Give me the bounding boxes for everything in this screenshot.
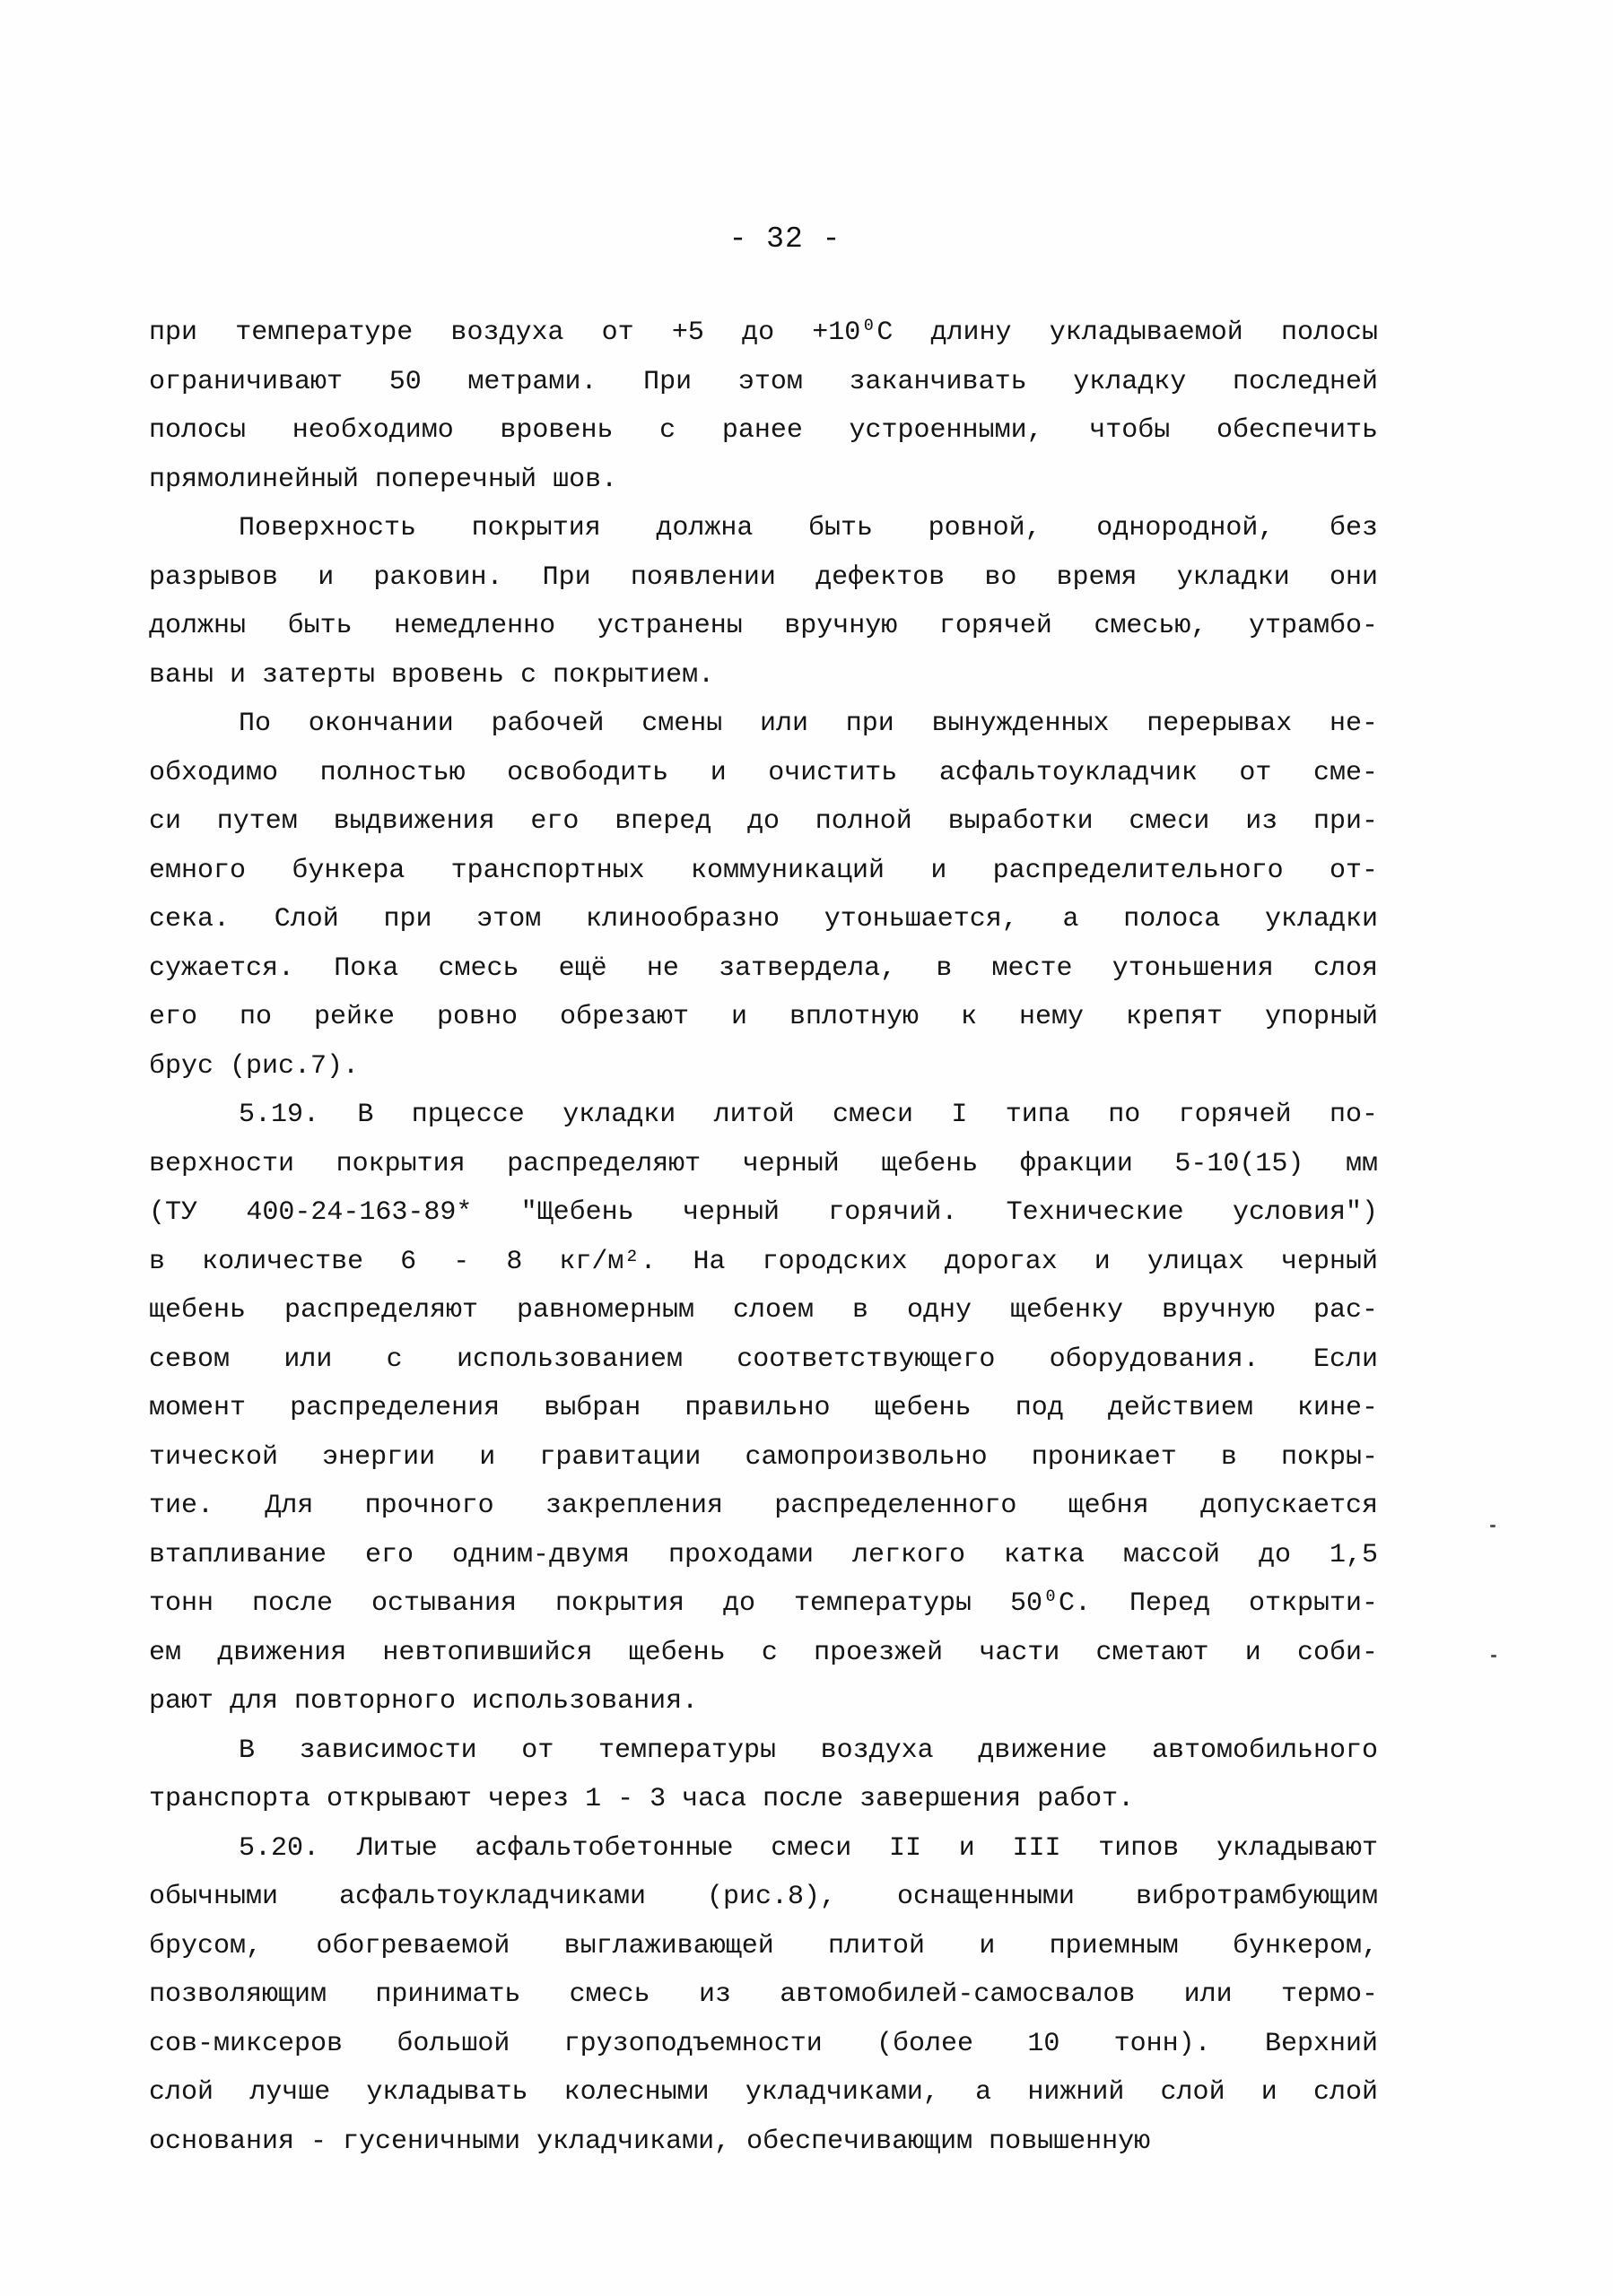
text-line: прямолинейный поперечный шов. <box>149 464 618 495</box>
text-line: (ТУ 400-24-163-89* "Щебень черный горячий. Технические условия") <box>149 1197 1378 1228</box>
paragraph <box>149 504 1378 700</box>
body-text <box>149 309 1378 2166</box>
paragraph <box>149 1726 1378 1824</box>
text-line: позволяющим принимать смесь из автомобилей-самосвалов или термо- <box>149 1979 1378 2010</box>
text-line: емного бункера транспортных коммуникаций и распределительного от- <box>149 855 1378 886</box>
paragraph <box>149 700 1378 1091</box>
paragraph <box>149 1824 1378 2167</box>
text-line: слой лучше укладывать колесными укладчиками, а нижний слой и слой <box>149 2077 1378 2108</box>
text-line: сов-миксеров большой грузоподъемности (более 10 тонн). Верхний <box>149 2028 1378 2059</box>
text-line: ваны и затерты вровень с покрытием. <box>149 659 715 691</box>
text-line: полосы необходимо вровень с ранее устроенными, чтобы обеспечить <box>149 415 1378 446</box>
text-line: 5.20. Литые асфальтобетонные смеси II и III типов укладывают <box>239 1832 1378 1864</box>
text-line: при температуре воздуха от +5 до +10⁰С длину укладываемой полосы <box>149 317 1378 348</box>
paragraph <box>149 309 1378 504</box>
text-line: основания - гусеничными укладчиками, обеспечивающим повышенную <box>149 2126 1151 2157</box>
text-line: тонн после остывания покрытия до температуры 50⁰С. Перед открыти- <box>149 1588 1378 1619</box>
text-line: си путем выдвижения его вперед до полной выработки смеси из при- <box>149 806 1378 837</box>
text-line: рают для повторного использования. <box>149 1686 699 1717</box>
text-line: щебень распределяют равномерным слоем в одну щебенку вручную рас- <box>149 1295 1378 1326</box>
text-line: верхности покрытия распределяют черный щебень фракции 5-10(15) мм <box>149 1148 1378 1179</box>
text-line: обходимо полностью освободить и очистить асфальтоукладчик от сме- <box>149 757 1378 788</box>
text-line: ем движения невтопившийся щебень с проезжей части сметают и соби- <box>149 1637 1378 1668</box>
scan-speck <box>1490 1525 1495 1527</box>
paragraph <box>149 1091 1378 1726</box>
text-line: 5.19. В прцессе укладки литой смеси I типа по горячей по- <box>239 1100 1378 1130</box>
scan-speck <box>1491 1655 1496 1657</box>
text-line: севом или с использованием соответствующего оборудования. Если <box>149 1344 1378 1375</box>
text-line: По окончании рабочей смены или при вынужденных перерывах не- <box>239 709 1378 739</box>
text-line: должны быть немедленно устранены вручную горячей смесью, утрамбо- <box>149 611 1378 641</box>
text-line: В зависимости от температуры воздуха движение автомобильного <box>239 1735 1378 1766</box>
text-line: транспорта открывают через 1 - 3 часа после завершения работ. <box>149 1784 1135 1814</box>
text-line: его по рейке ровно обрезают и вплотную к нему крепят упорный <box>149 1002 1378 1032</box>
text-line: втапливание его одним-двумя проходами легкого катка массой до 1,5 <box>149 1539 1378 1570</box>
text-line: брусом, обогреваемой выглаживающей плитой и приемным бункером, <box>149 1930 1378 1961</box>
text-line: брус (рис.7). <box>149 1050 360 1082</box>
text-line: обычными асфальтоукладчиками (рис.8), оснащенными вибротрамбующим <box>149 1882 1378 1912</box>
text-line: ограничивают 50 метрами. При этом заканчивать укладку последней <box>149 366 1378 397</box>
text-line: в количестве 6 - 8 кг/м². На городских дорогах и улицах черный <box>149 1246 1378 1277</box>
text-line: тие. Для прочного закрепления распределенного щебня допускается <box>149 1491 1378 1521</box>
text-line: сека. Слой при этом клинообразно утоньшается, а полоса укладки <box>149 904 1378 935</box>
text-line: Поверхность покрытия должна быть ровной, однородной, без <box>239 513 1378 544</box>
page-number: - 32 - <box>728 222 841 256</box>
text-line: момент распределения выбран правильно щебень под действием кине- <box>149 1393 1378 1423</box>
text-line: разрывов и раковин. При появлении дефектов во время укладки они <box>149 561 1378 593</box>
text-line: сужается. Пока смесь ещё не затвердела, в месте утоньшения слоя <box>149 952 1378 984</box>
text-line: тической энергии и гравитации самопроизвольно проникает в покры- <box>149 1441 1378 1473</box>
